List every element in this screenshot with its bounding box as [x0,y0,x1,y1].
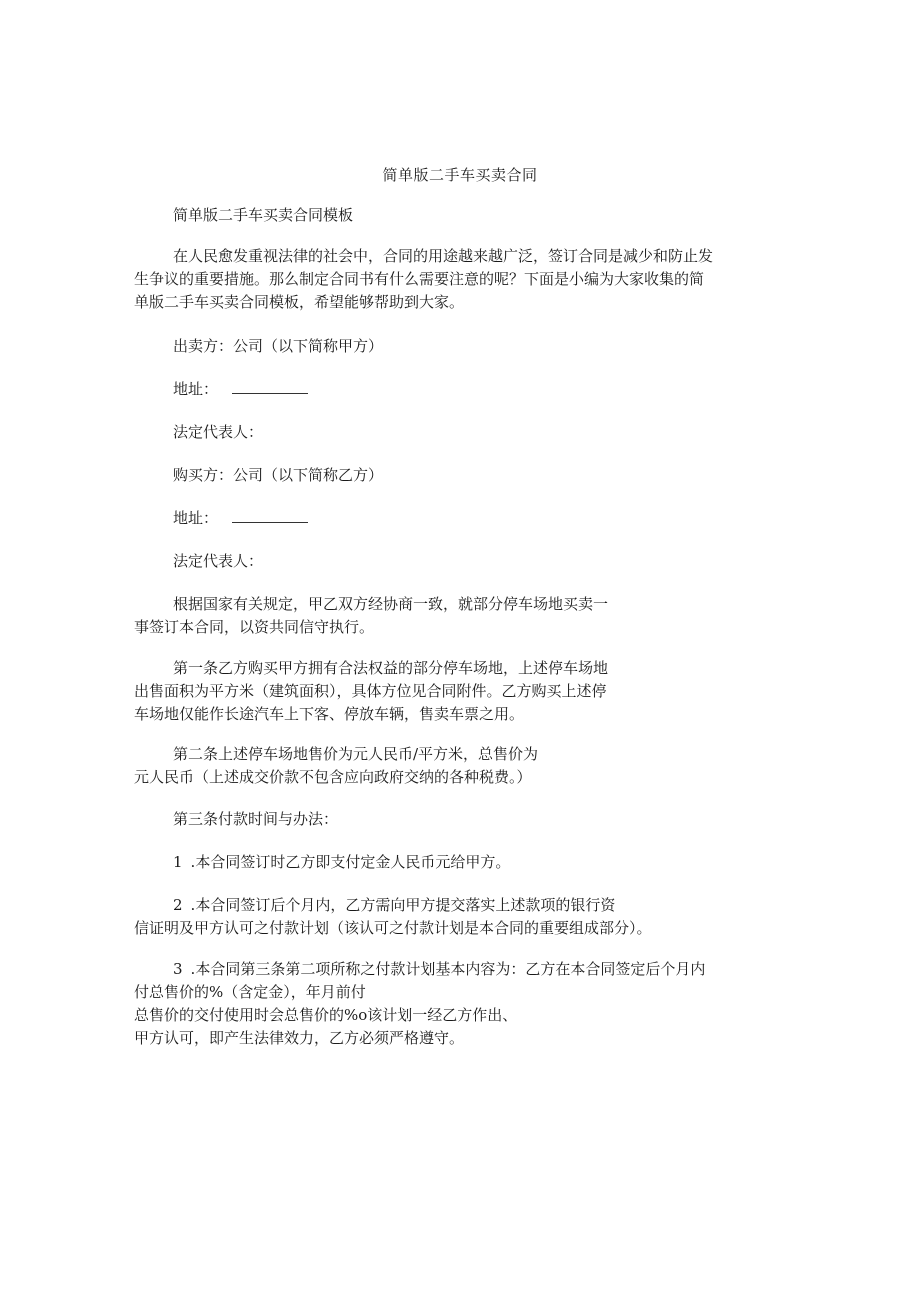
payment-item-2 [134,894,784,940]
article-2 [134,743,784,789]
item-number: 1 [173,853,183,871]
seller-line: 出卖方：公司（以下简称甲方） [173,337,384,355]
intro-line: 在人民愈发重视法律的社会中，合同的用途越来越广泛，签订合同是减少和防止发 [173,247,714,265]
item-3-line: 付总售价的%（含定金），年月前付 [134,983,366,1001]
item-2-line: 信证明及甲方认可之付款计划（该认可之付款计划是本合同的重要组成部分）。 [134,919,652,937]
buyer-representative: 法定代表人： [173,552,264,570]
document-subtitle [134,204,784,227]
document-title: 简单版二手车买卖合同 [382,166,538,184]
item-3-line [134,958,784,981]
item-number: 2 [173,896,183,914]
seller-address-label: 地址： [173,380,219,398]
subtitle-text: 简单版二手车买卖合同模板 [173,206,354,224]
intro-paragraph [134,245,784,314]
item-number: 3 [173,960,183,978]
buyer-line: 购买方：公司（以下简称乙方） [173,466,384,484]
buyer-address-blank [232,508,308,523]
article-1 [134,657,784,726]
article-1-line: 车场地仅能作长途汽车上下客、停放车辆，售卖车票之用。 [134,705,525,723]
item-3-line: 甲方认可，即产生法律效力，乙方必须严格遵守。 [134,1029,465,1047]
item-text: .本合同签订后个月内，乙方需向甲方提交落实上述款项的银行资 [190,896,616,914]
buyer-address [173,507,308,529]
intro-line: 单版二手车买卖合同模板，希望能够帮助到大家。 [134,293,465,311]
intro-line: 生争议的重要措施。那么制定合同书有什么需要注意的呢？下面是小编为大家收集的简 [134,270,705,288]
item-text: .本合同第三条第二项所称之付款计划基本内容为：乙方在本合同签定后个月内 [190,960,706,978]
payment-item-3 [134,958,784,1050]
basis-line: 事签订本合同，以资共同信守执行。 [134,618,375,636]
article-2-line: 第二条上述停车场地售价为元人民币/平方米，总售价为 [173,745,539,763]
article-1-line: 第一条乙方购买甲方拥有合法权益的部分停车场地，上述停车场地 [173,659,609,677]
item-2-line [134,894,784,917]
item-3-line: 总售价的交付使用时会总售价的%o该计划一经乙方作出、 [134,1006,518,1024]
payment-item-1 [173,851,510,873]
seller-address-blank [232,379,308,394]
item-text: .本合同签订时乙方即支付定金人民币元给甲方。 [190,853,511,871]
seller-representative: 法定代表人： [173,423,264,441]
seller-address [173,378,308,400]
article-3-heading: 第三条付款时间与办法： [173,810,339,828]
basis-line: 根据国家有关规定，甲乙双方经协商一致，就部分停车场地买卖一 [173,595,609,613]
article-1-line: 出售面积为平方米（建筑面积），具体方位见合同附件。乙方购买上述停 [134,682,607,700]
basis-paragraph [134,593,784,639]
buyer-address-label: 地址： [173,509,219,527]
article-2-line: 元人民币（上述成交价款不包含应向政府交纳的各种税费。） [134,768,532,786]
